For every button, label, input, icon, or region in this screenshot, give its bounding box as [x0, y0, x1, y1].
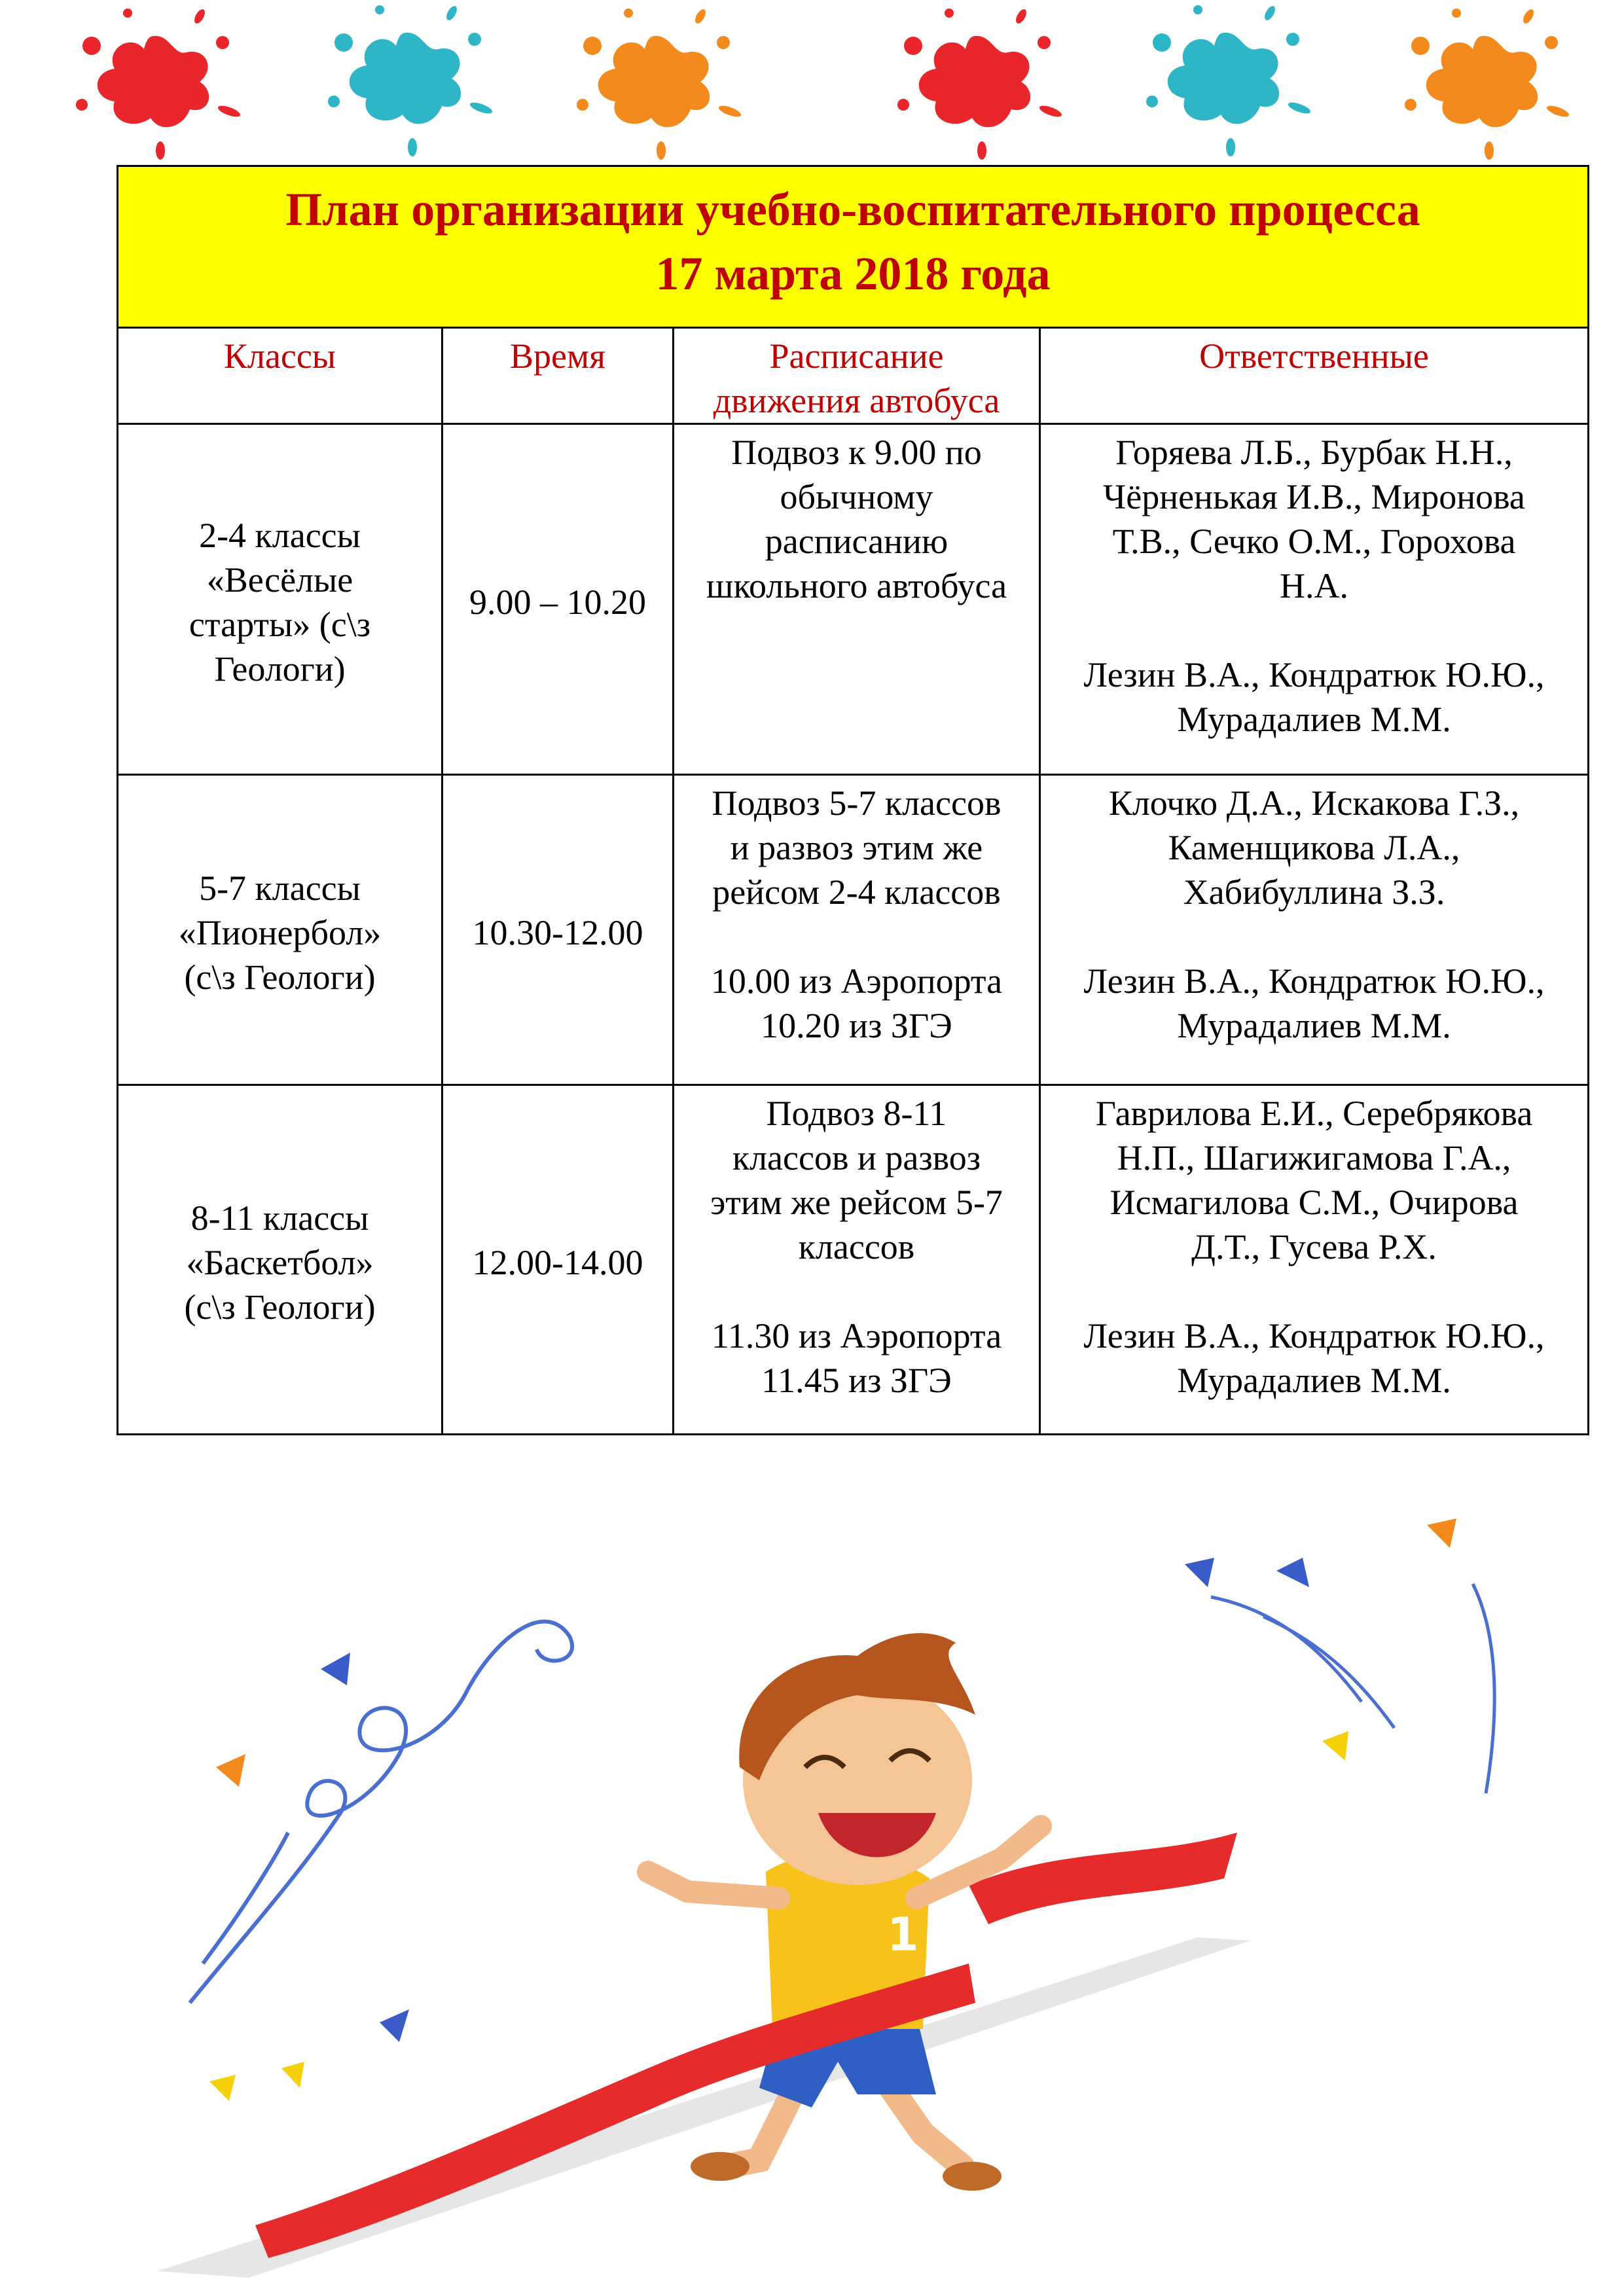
confetti-icon	[281, 2062, 304, 2088]
title-line-1: План организации учебно-воспитательного процесса	[285, 183, 1420, 236]
cell-bus	[674, 775, 1040, 1085]
spacer	[683, 1269, 1030, 1314]
streamer-right	[1211, 1584, 1494, 1793]
cell-line: Мурадалиев М.М.	[1177, 1361, 1451, 1400]
cell-line: 11.45 из ЗГЭ	[761, 1361, 952, 1400]
spacer	[1050, 1269, 1578, 1314]
streamer-left	[190, 1621, 572, 2003]
red-splat-icon	[76, 8, 242, 160]
cell-line: старты» (с\з	[189, 604, 371, 644]
cell-line: «Весёлые	[206, 560, 353, 600]
table-row	[118, 775, 1589, 1085]
cell-line: Лезин В.А., Кондратюк Ю.Ю.,	[1083, 1316, 1545, 1355]
boy-shoe	[943, 2162, 1001, 2191]
header-row	[118, 328, 1589, 424]
shirt-number-icon: 1	[887, 1908, 919, 1962]
cell-line: Н.П., Шагижигамова Г.А.,	[1117, 1138, 1511, 1177]
header-classes: Классы	[118, 328, 442, 424]
cell-line: рейсом 2-4 классов	[712, 872, 1001, 912]
cell-responsible	[1040, 775, 1589, 1085]
cell-line: Мурадалиев М.М.	[1177, 700, 1451, 739]
header-bus-line-1: Расписание	[769, 336, 944, 376]
cell-line: Подвоз 5-7 классов	[712, 783, 1001, 823]
cell-line: (с\з Геологи)	[184, 1287, 376, 1327]
cell-classes	[118, 775, 442, 1085]
cell-line: Подвоз 8-11	[766, 1094, 947, 1133]
cell-line: Исмагилова С.М., Очирова	[1110, 1183, 1519, 1222]
cell-line: Лезин В.А., Кондратюк Ю.Ю.,	[1083, 655, 1545, 694]
confetti-icon	[209, 2075, 236, 2101]
cell-line: Лезин В.А., Кондратюк Ю.Ю.,	[1083, 961, 1545, 1001]
table-row	[118, 1085, 1589, 1435]
boy-arm	[648, 1872, 779, 1898]
spacer	[1050, 914, 1578, 959]
cell-bus	[674, 1085, 1040, 1435]
confetti-icon	[380, 2009, 409, 2042]
boy-shoe	[691, 2152, 749, 2181]
cell-line: 2-4 классы	[199, 515, 361, 555]
cell-line: 5-7 классы	[199, 868, 361, 908]
confetti-icon	[321, 1653, 350, 1685]
cell-bus	[674, 424, 1040, 775]
schedule-table	[117, 165, 1589, 1435]
header-responsible: Ответственные	[1040, 328, 1589, 424]
orange-splat-icon	[577, 8, 742, 160]
cell-line: Гаврилова Е.И., Серебрякова	[1095, 1094, 1533, 1133]
cell-classes	[118, 424, 442, 775]
cell-line: Клочко Д.А., Искакова Г.З.,	[1108, 783, 1520, 823]
cell-line: Д.Т., Гусева Р.Х.	[1191, 1227, 1437, 1266]
cell-line: расписанию	[765, 522, 948, 561]
title-date: 17 марта 2018 года	[655, 247, 1051, 300]
cell-time: 10.30-12.00	[442, 775, 674, 1085]
cell-line: Хабибуллина З.З.	[1183, 872, 1445, 912]
header-time: Время	[442, 328, 674, 424]
confetti-icon	[1427, 1518, 1456, 1548]
paint-splatter-banner	[0, 0, 1624, 170]
cell-line: Чёрненькая И.В., Миронова	[1103, 477, 1525, 516]
cell-line: (с\з Геологи)	[184, 957, 376, 997]
cell-time: 12.00-14.00	[442, 1085, 674, 1435]
running-boy-illustration	[151, 1505, 1525, 2278]
spacer	[683, 914, 1030, 959]
cell-classes	[118, 1085, 442, 1435]
cell-line: и развоз этим же	[730, 828, 983, 867]
cell-line: Горяева Л.Б., Бурбак Н.Н.,	[1115, 433, 1513, 472]
cell-line: «Баскетбол»	[186, 1242, 374, 1282]
cyan-splat-icon	[328, 5, 494, 156]
confetti-icon	[1185, 1558, 1214, 1587]
header-bus-line-2: движения автобуса	[713, 381, 1000, 420]
cell-line: Мурадалиев М.М.	[1177, 1006, 1451, 1045]
confetti-icon	[216, 1754, 245, 1787]
cell-line: школьного автобуса	[706, 566, 1007, 605]
confetti-icon	[1276, 1558, 1309, 1587]
cell-line: Каменщикова Л.А.,	[1168, 828, 1460, 867]
cell-responsible	[1040, 424, 1589, 775]
cell-responsible	[1040, 1085, 1589, 1435]
finish-ribbon-front	[255, 1964, 975, 2258]
cell-line: 11.30 из Аэропорта	[711, 1316, 1002, 1355]
cell-line: обычному	[780, 477, 933, 516]
cell-line: 10.00 из Аэропорта	[710, 961, 1003, 1001]
page-title	[118, 166, 1589, 328]
red-splat-icon	[897, 8, 1063, 160]
cell-line: этим же рейсом 5-7	[710, 1183, 1003, 1222]
confetti-icon	[1322, 1731, 1348, 1761]
cyan-splat-icon	[1146, 5, 1312, 156]
cell-line: Н.А.	[1280, 566, 1349, 605]
cell-line: 10.20 из ЗГЭ	[761, 1006, 952, 1045]
cell-line: классов и развоз	[732, 1138, 981, 1177]
cell-line: 8-11 классы	[190, 1198, 369, 1238]
cell-line: Т.В., Сечко О.М., Горохова	[1112, 522, 1516, 561]
header-bus	[674, 328, 1040, 424]
cell-time: 9.00 – 10.20	[442, 424, 674, 775]
cell-line: Геологи)	[214, 649, 346, 689]
cell-line: «Пионербол»	[178, 912, 382, 952]
title-row	[118, 166, 1589, 328]
table-row	[118, 424, 1589, 775]
cell-line: Подвоз к 9.00 по	[731, 433, 982, 472]
spacer	[1050, 608, 1578, 653]
orange-splat-icon	[1405, 8, 1570, 160]
cell-line: классов	[798, 1227, 915, 1266]
